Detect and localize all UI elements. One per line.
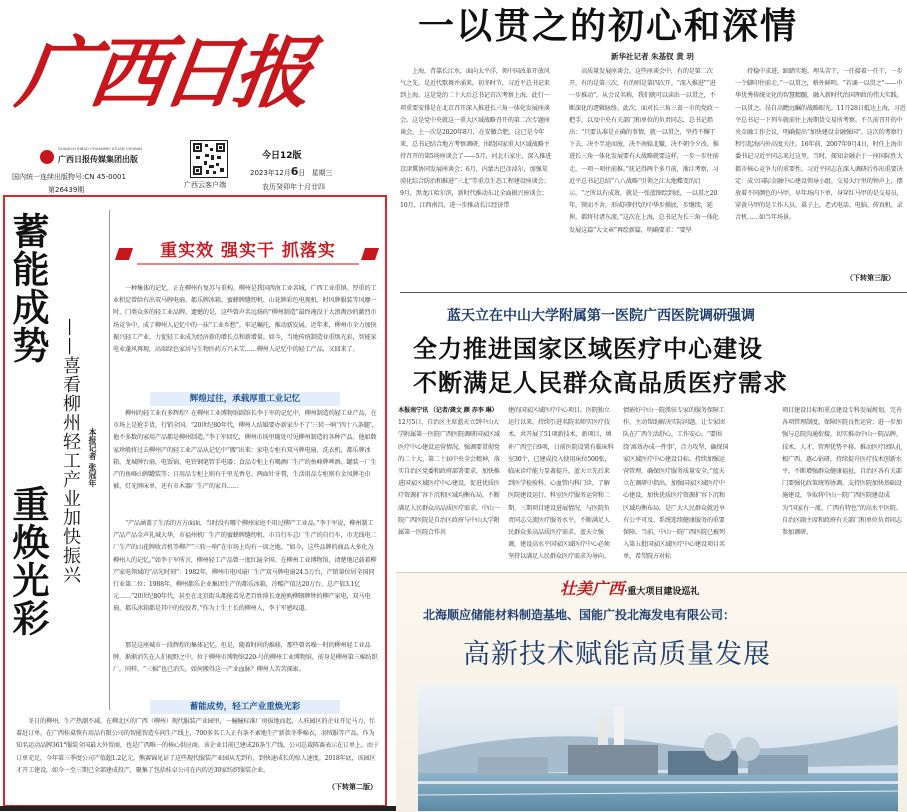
hospital-reporters: （记者/龚文 颜 赤李 琳） — [429, 407, 498, 414]
hospital-col4: 项目建设目标和重点建设专科发展规划，完善各项管理制度，保障医院良性运营；进一步加强与总院沟通衔接，切实推动中山一院品牌、技术、人才、管理优势平移。推动医疗团队扎根广西、惠心钻研，持续提升医疗技术创新水平，不断增强群众健康福祉，自治区各有关部门要强化政策统筹协调，支持医院加快基础设施建设，争取将中山一院广西医院建设成为“国家有一流、广西有特色”的高水平医院。自治区副主席和政府有关部门和单位负责同志参加调研。 — [782, 407, 902, 537]
date-year-month: 2023年12月 — [250, 169, 291, 177]
feature-subtitle: ——喜看柳州轻工产业加快振兴 — [60, 318, 81, 584]
weekday: 星期三 — [311, 169, 333, 177]
feature-section2: 蓄能成势，轻工产业重焕光彩 — [150, 700, 340, 714]
date-unit: 日 — [298, 169, 306, 177]
date-line — [250, 166, 333, 179]
date-day: 6 — [290, 165, 299, 178]
top-story-byline: 新华社记者 朱基钗 黄 玥 — [611, 52, 694, 61]
hospital-headline-2[interactable]: 不断满足人民群众高品质医疗需求 — [413, 368, 788, 397]
feature-banner-text: 重实效 强实干 抓落实 — [160, 241, 336, 261]
promo-series — [560, 578, 699, 603]
feature-continued[interactable]: （下转第二版） — [328, 783, 377, 791]
hospital-col1-text: 12月5日，自治区主席蓝天立到中山大学附属第一医院广西医院调研国家区域医疗中心建设运营情况，强调要贯彻党的二十大、第二十届中央全会精神，落实自治区党委和政府部署要求，加快推进国家区域医疗中心建设，促进优质医疗资源扩容下沉和区域均衡布局，不断满足人民群众高品质医疗需求。中山一院广西医院是自治区政府与中山大学附属第一医院合作共 — [398, 419, 500, 537]
feature-reporter: 本报记者 张冠年 — [88, 428, 97, 487]
pages-today: 今日12版 — [262, 151, 302, 161]
feature-body2: “产品涵盖了生活的方方面面，当时没有哪个柳州家庭不用过柳产工业品。”李于军说，柳州制工产品产品金声礼城大华，市福州机厂生产的蜜蜂牌缝纫机、市自行车总厂生产的自行车，市无线电二厂生产的山花牌收音机等柳产“三转一响”在市场上均有一席之地。“如今，这些品牌的商品大多化为柳州人的记忆。”如李于军所言，柳州轻工产品曾一度红遍全国。在柳州工业博物馆，清楚地记载着柳产家电领域的“高光时刻”：1982年，柳州市电风扇厂生产双马牌电扇24.5万台，产销量位居全国同行业第二位；1988年，柳州都乐企业集团生产的都乐冰箱，冷酷产值达20万台，总产值3.1亿元……“20世纪80年代，甚至在北京街头都能看见老百姓排长龙抢购柳钢牌钟的柳产家电，双马电扇，都乐冰箱都是其中的佼佼者。”作为土生土长的柳州人，李于军感叹道。 — [113, 520, 377, 613]
feature-left-rule — [109, 210, 110, 710]
qr-caption: 广西云客户端 — [184, 181, 226, 189]
masthead — [0, 0, 395, 195]
feature-intro: 一种集体的记忆，正在柳州有复苏与重构。柳州是我国西南工业名城，广西工业重镇。厚重的工业积淀曾给有出双马牌电扇、都乐牌冰箱、蜜蜂牌缝纫机、山花牌彩色电视机、时风牌服装等风靡一时、门类众多的轻工业品牌。遗憾的是，这些曾声名远扬的“柳州制造”最终淹没于大浪淘沙的激烈市场竞争中，成了柳州人记忆中的一抹“工业乡愁”。牢记嘱托，推动新发展。近年来，柳州市全力加快振兴轻工产业，力促轻工业成为经济新的增长点和新增量。如今，当地传统制造业重焕光彩，智能家电业蓬风再现，高端绿色家居与生物医药方兴未艾……柳州人记忆中的轻工产品，又回来了。 — [113, 285, 377, 354]
hospital-col1 — [398, 405, 503, 565]
feature-banner — [113, 238, 383, 270]
feature-section1: 辉煌过往，承载厚重工业记忆 — [150, 392, 340, 406]
feature-body4: 冬日的柳州，生产热潮不减。在柳北区的广西（柳州）现代服装产业园里，一幢幢标准厂房拔地而起，人驻园区的企业开足马力，忙着赶订单。在广西桂桌恢有用品有限公司的智能智造车间生产线上，700多名工人正有条不紊地生产新款冬季棉衣，羽绒服等产品。作为知名运动品牌361°服装全国最大外贸商，也是广西唯一的核心供应商，该企业目前已建成26条生产线，公司总裁陈赛表示在订单上。由于订单充足，今年第三季度公司产值超1.2亿元。熊赛锦见证了这些现代服装产业园从无到有，到快速成长的惊人速度。2018年底，该园区才开工建设，如今一至三期已全部建成投产，聚集了包括桂卓公司在内的近30家纺织服装企业。 — [16, 718, 379, 774]
publisher-cn: 广西日报传媒集团出版 — [58, 155, 138, 164]
top-story-col3: 持稳中求进、蹄踏实地、埋头苦干，一任接着一任干，一步一个脚印往前走。”一以贯之，格外鲜明。“若诵一以贯之”——中华优秀传统文化的智慧精髓，融入新时代治国理政的伟大实践。一以贯之，昂自高瞻远瞩的战略眼光。11月28日抵达上海，习近平总书记一下列车就前往上海期货交易所考察。不久前召开的中央金融工作会议，明确提出“加快建设金融强国”。这次的考察行程引起海内外高度关注。16年前，2007年9月4日，时任上海市委书记习近平同志来过这里，当时，探知金融企于一座国际性大都市核心竞争力的重要性。习近平同志在深入调研后作出重要决定：成立国际金融中心建设领导小组。交易大厅里的钟声上，摆放着不同颜色的马甲，早年场内下单，身穿红马甲的是交易员，穿黄马甲的是工作人员。桌子上，老式电话、电脑、传真机、录音机……如当年场景。 — [735, 68, 906, 222]
top-story-col1: 上海，背靠长江水，面向太平洋，领中国改革开放风气之先，是近代歌舞并涌来。初冬时节，习近平总书记来到上海。这是党的二十大后总书记首次考察上海，此行一项重要安排是在北京召开深入推进长三角一体化发展座谈会。这是党中央就这一重大区域战略召开的第二次专题座谈会，上一次是2020年8月，在安徽合肥。这已是今年来，总书记结合地方考察调研，围绕国家重大区域战略主持召开的第5场座谈会了——5月，河北石家庄，深入推进京津冀协同发展座谈会；6月，内蒙古巴彦淖尔，加强荒漠化综合防治和推进“三北”等重点生态工程建设座谈会；9月，黑龙江哈尔滨，新时代推动东北全面振兴座谈会；10月，江西南昌，进一步推动长江经济带 — [400, 68, 552, 210]
divider-h-top — [400, 292, 907, 293]
masthead-logo: 广西日报 — [11, 28, 313, 119]
top-story — [400, 0, 907, 300]
qr-code[interactable] — [190, 140, 228, 178]
promo-deck: 北海顺应储能材料制造基地、国能广投北海发电有限公司： — [423, 608, 736, 622]
top-story-col2: 高质量发展座谈会。这些座谈会中，有的是第二次开，有的是第三次，有的则是第四次开。“深入推进”“进一步推动”，从会议名称，我们就可以读出一以贯之，不断深化的逻辑脉络。此次，面对长三角三省一市的党政一把手，以及中央有关部门和单位的负责同志，总书记指出：“只要认准是正确的事情，就一以贯之，坚持不懈干下去，决不半途而废，决不南辕北辙，决不朝令夕改。推进长三角一体化发展要有大战略就要这样，一步一步往前走，一项一项往前推。”抚记得两个多月前，浙江考察，习近平总书记总结“八八战略”引领之江大地蝶变的启示，“之所以有成效，就是一张蓝图绘到底，一以贯之20年，锲而不舍，形成同时代的中华步摸底，步继续，延伸，都将付诸东流。”这次在上海，总书记为长三角一体化发展这篇“大文章”再绘新篇，明确要求：“要坚 — [569, 68, 719, 234]
promo-series-title: 壮美广西 — [560, 579, 625, 598]
promo-series-tag: ·重大项目建设巡礼 — [624, 587, 700, 597]
hospital-col3: 情嵌好中山一院派驻专家的服务保障工作，主动帮助解决实际问题，让专家团队在广西生活舒心、工作安心。“要围绕‘离效办成一件事’，合力攻坚，确保国家区域医疗中心建设目标。持续加强运营管理，确保医疗服务质量安全。”蓝天立在调研中指出，加强国家区域医疗中心建设，加快优质医疗资源扩容下沉和区域均衡布局，是广大人民群众就近享有公平可及、系统连续健康服务的重要保障。当前，中山一院广西医院已被列入第五批国家区域医疗中心建设项目名单，希望院方对标 — [623, 407, 729, 561]
top-story-continued[interactable]: （下转第三版） — [846, 274, 895, 282]
feature-title-2[interactable]: 重焕光彩 — [6, 485, 50, 637]
promo-headline[interactable]: 高新技术赋能高质量发展 — [463, 639, 771, 670]
hospital-lead: 本报南宁讯 — [398, 407, 428, 414]
top-story-headline[interactable]: 一以贯之的初心和深情 — [418, 5, 799, 47]
promo-photo — [418, 685, 898, 811]
issue-number: 第26439期 — [48, 186, 85, 194]
feature-body3: 那是这座城市一段辉煌的集体记忆。但是，随着时间的推移，那些曾名噪一时的柳州轻工业品牌，渐渐消失在人们视野之中。位于柳州市博物馆220-号的柳州工业博物馆，前身是柳州第三棉纺织厂。同样，“三棉”也已消失。如何搬得这一产业血脉？柳州人苦苦探索。 — [113, 642, 378, 674]
lunar-date: 农历癸卯年十月廿四 — [262, 183, 325, 191]
publisher-block — [40, 146, 185, 170]
hospital-headline-1[interactable]: 全力推进国家区域医疗中心建设 — [413, 334, 763, 363]
feature-body1: 柳州的轻工业有多辉煌？在柳州工业博物馆副馆长李于军的记忆中，柳州制造的轻工业产品，在市场上是抢手货，行销全国。“20世纪80年代，柳州人结婚要办新家少不了‘三转一响’‘四十八条腿’，他不多数的家用产品都是柳州制造。”李于军回忆，柳州市场里随处可见柳州制造的各种产品。他如数家珍般将过去柳州产的轻工业产品从记忆中“搬”出来：家电专柜有双马牌电扇、洗衣机，都乐牌冰箱、龙城牌台扇、电饭锅、电铃钢笔管手电器；食品专柜上有喝酒厂生产的鱼峰牌啤酒、罐装一厂生产的鱼峰山牌罐装等；日用品专柜上则有千里光香皂、两面针牙膏，生活用品专柜则有金凤牌毛巾被、灯光牌床单，还有市木器厂生产的家具…… — [113, 410, 378, 491]
publisher-logo-icon — [40, 150, 54, 164]
feature-title-1[interactable]: 蓄能成势 — [6, 212, 50, 364]
publisher-en: GUANGXI RIBAO CHUANMEI JITUAN CHUBAN — [58, 146, 143, 151]
issn: 国内统一连续出版物号:CN 45-0001 — [12, 173, 126, 181]
bottom-strip — [0, 806, 396, 811]
hospital-kicker: 蓝天立在中山大学附属第一医院广西医院调研强调 — [447, 308, 755, 324]
hospital-col2: 建的国家区域医疗中心项目。医院独立运行以来，持续引进名院名师实医疗技术，共开展了51项新技术、新项目，填补广西空白9项，日前医院设置有临床科室30个，已建成投入使用床位500张，临床诊疗能力显著提升。蓝天立先后来到医学检验科、心血管内科门诊，了解医院建设运行、科室医疗服务运营和二期、三期项目建设进展情况，与医院负责同志交流医疗服务水平，不断满足人民群众多高品质医疗需求。蓝天立强调，建设高水平国家区域医疗中心必须坚持以满足人民群众医疗需求为导向。 — [508, 407, 614, 561]
